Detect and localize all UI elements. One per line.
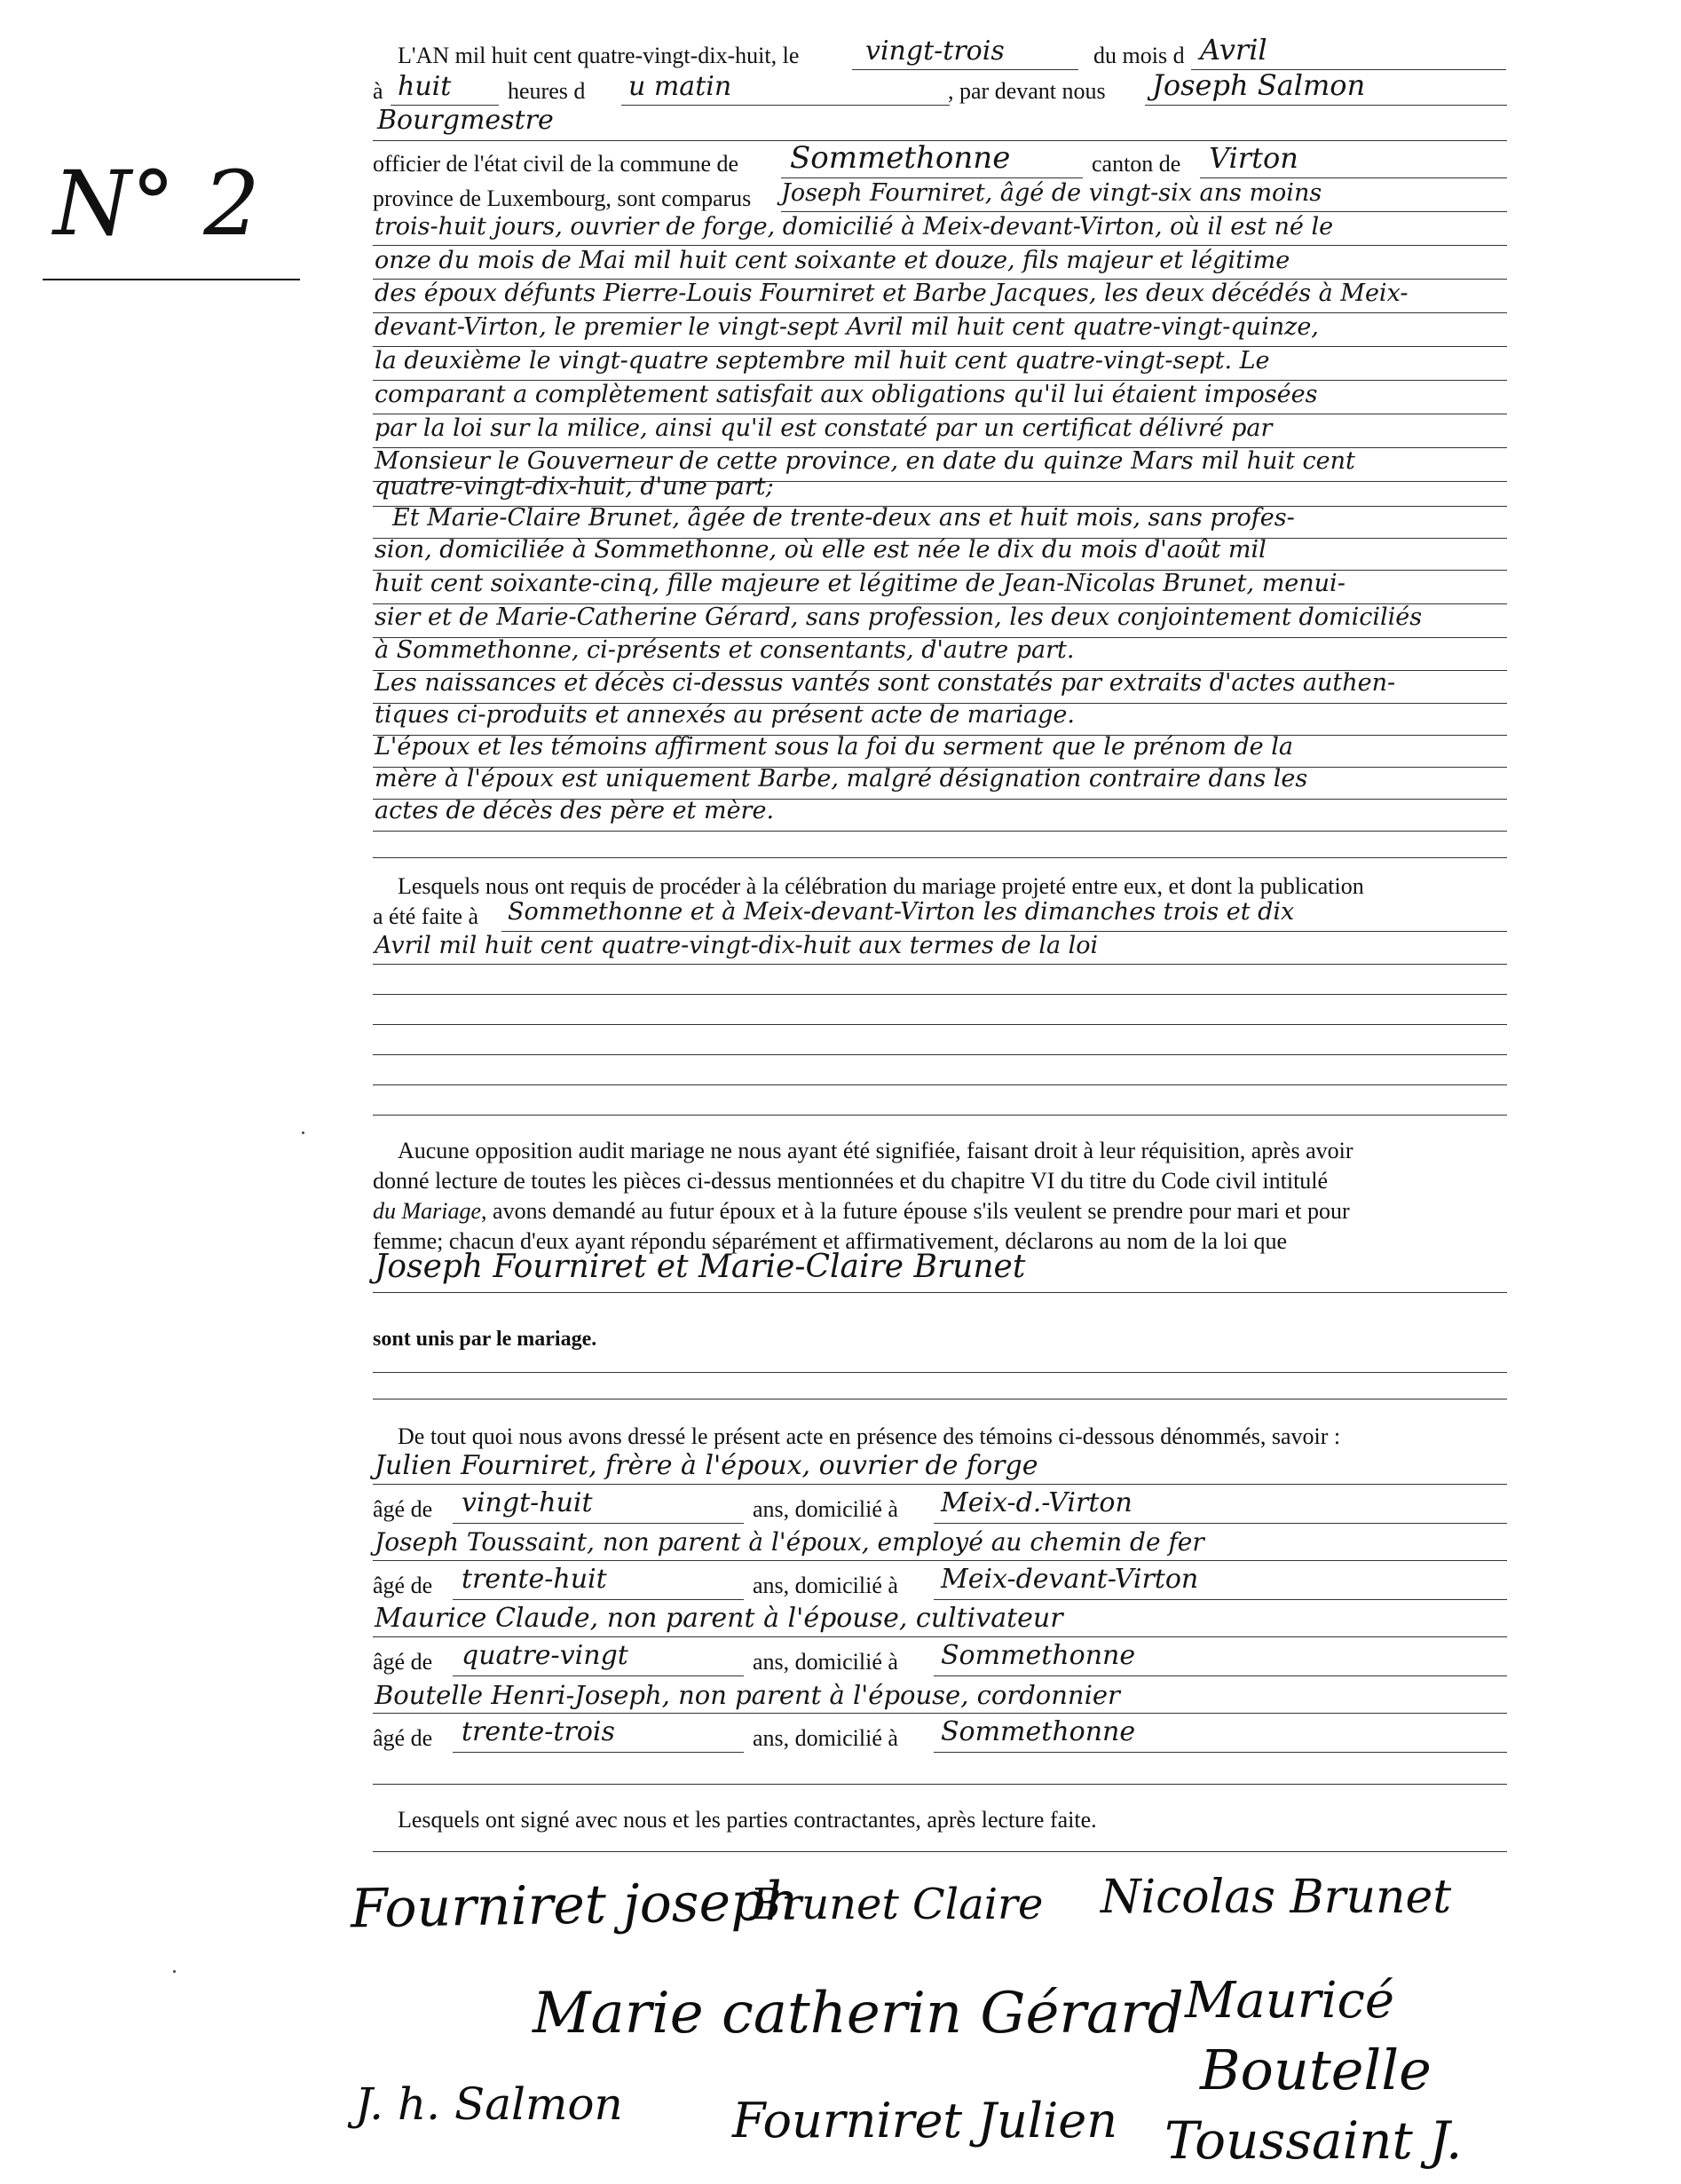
marriage-month: Avril (1200, 33, 1267, 67)
declaration-line3-rest: , avons demandé au futur époux et à la future épouse s'ils veulent se prendre pour mari et pour (481, 1198, 1350, 1224)
rule (852, 69, 1078, 70)
parties-text: Les naissances et décès ci-dessus vantés sont constatés par extraits d'actes authen- (375, 669, 1396, 697)
witness-name: Maurice Claude, non parent à l'épouse, cultivateur (375, 1603, 1063, 1634)
parties-text: Joseph Fourniret, âgé de vingt-six ans moins (781, 179, 1322, 207)
rule (621, 105, 950, 106)
rule (934, 1675, 1507, 1676)
declaration-line2: donné lecture de toutes les pièces ci-dessus mentionnées et du chapitre VI du titre du Code civil intitulé (373, 1168, 1329, 1194)
rule (373, 1560, 1507, 1561)
header-line1-prefix: L'AN mil huit cent quatre-vingt-dix-huit, le (398, 43, 800, 68)
publication-dates-cont: Avril mil huit cent quatre-vingt-dix-huit aux termes de la loi (375, 932, 1099, 959)
canton: Virton (1209, 141, 1298, 175)
witness-domicile-label: ans, domicilié à (753, 1573, 898, 1598)
marriage-day: vingt-trois (865, 35, 1005, 67)
signature-witness-toussaint: Toussaint J. (1164, 2110, 1463, 2171)
rule (934, 1752, 1507, 1753)
rule (934, 1523, 1507, 1524)
rule (373, 1636, 1507, 1637)
rule (453, 1752, 744, 1753)
witness-domicile-label: ans, domicilié à (753, 1496, 898, 1522)
rule (373, 1084, 1507, 1085)
header-line1-mid: du mois d (1093, 43, 1185, 68)
declaration-line3 (373, 1198, 1350, 1225)
parties-text: à Sommethonne, ci-présents et consentants, d'autre part. (375, 636, 1075, 664)
parties-text: mère à l'époux est uniquement Barbe, malgré désignation contraire dans les (375, 765, 1308, 792)
rule (373, 1851, 1507, 1852)
declaration-line4: femme; chacun d'eux ayant répondu séparément et affirmativement, déclarons au nom de la loi que (373, 1228, 1288, 1254)
parties-text: Et Marie-Claire Brunet, âgée de trente-deux ans et huit mois, sans profes- (392, 504, 1295, 532)
rule (453, 1675, 744, 1676)
witness-domicile: Meix-d.-Virton (941, 1487, 1133, 1518)
header-line4-a: officier de l'état civil de la commune de (373, 151, 739, 177)
signature-officer: J. h. Salmon (355, 2078, 623, 2130)
signature-witness-boutelle: Boutelle (1200, 2038, 1432, 2102)
witness-domicile-label: ans, domicilié à (753, 1649, 898, 1675)
marriage-period: u matin (628, 71, 732, 102)
signature-bride: Brunet Claire (750, 1880, 1044, 1929)
parties-text: tiques ci-produits et annexés au présent acte de mariage. (375, 701, 1075, 729)
parties-text: L'époux et les témoins affirment sous la foi du serment que le prénom de la (375, 733, 1293, 761)
witness-age-label: âgé de (373, 1725, 433, 1751)
witness-age-label: âgé de (373, 1496, 433, 1522)
header-line5-a: province de Luxembourg, sont comparus (373, 185, 752, 211)
rule (373, 1054, 1507, 1055)
parties-text: par la loi sur la milice, ainsi qu'il est constaté par un certificat délivré par (375, 414, 1273, 442)
rule (373, 1292, 1507, 1293)
rule (373, 831, 1507, 832)
publication-place-dates: Sommethonne et à Meix-devant-Virton les dimanches trois et dix (508, 898, 1295, 926)
publication-line1: Lesquels nous ont requis de procéder à la célébration du mariage projeté entre eux, et dont la publication (398, 873, 1364, 899)
rule (934, 1599, 1507, 1600)
parties-text: huit cent soixante-cinq, fille majeure et légitime de Jean-Nicolas Brunet, menui- (375, 570, 1346, 597)
entry-number-underline (43, 279, 300, 280)
witnesses-intro: De tout quoi nous avons dressé le présent acte en présence des témoins ci-dessous dénommés, savoir : (398, 1423, 1341, 1449)
rule (373, 994, 1507, 995)
marriage-hour: huit (398, 71, 452, 102)
header-line4-b: canton de (1092, 151, 1181, 177)
parties-text: la deuxième le vingt-quatre septembre mil huit cent quatre-vingt-sept. Le (375, 347, 1270, 375)
witness-age-label: âgé de (373, 1649, 433, 1675)
parties-text: actes de décès des père et mère. (375, 797, 775, 824)
signature-groom: Fourniret joseph (350, 1870, 800, 1941)
witness-age: quatre-vingt (462, 1640, 628, 1671)
rule (1145, 105, 1507, 106)
witness-domicile: Sommethonne (941, 1640, 1136, 1671)
witness-name: Joseph Toussaint, non parent à l'époux, employé au chemin de fer (375, 1527, 1204, 1557)
parties-text: sion, domiciliée à Sommethonne, où elle est née le dix du mois d'août mil (375, 536, 1267, 564)
header-line2-a: à (373, 78, 383, 104)
witness-domicile-label: ans, domicilié à (753, 1725, 898, 1751)
parties-text: quatre-vingt-dix-huit, d'une part; (375, 473, 774, 501)
commune: Sommethonne (790, 140, 1011, 176)
rule (373, 1713, 1507, 1714)
witness-age: vingt-huit (462, 1487, 593, 1518)
speck (173, 1970, 176, 1973)
signature-bride-father: Nicolas Brunet (1101, 1871, 1452, 1924)
signature-witness-julien: Fourniret Julien (732, 2093, 1118, 2149)
rule (373, 1024, 1507, 1025)
rule (373, 1372, 1507, 1373)
parties-text: Monsieur le Gouverneur de cette province, en date du quinze Mars mil huit cent (375, 447, 1355, 475)
header-line2-b: heures d (508, 78, 586, 104)
united-text: sont unis par le mariage. (373, 1328, 597, 1351)
witness-age: trente-trois (462, 1716, 615, 1747)
witness-domicile: Sommethonne (941, 1716, 1136, 1747)
publication-line2-prefix: a été faite à (373, 903, 479, 929)
officer-title: Bourgmestre (377, 105, 554, 136)
rule (373, 964, 1507, 965)
officer-name: Joseph Salmon (1152, 68, 1366, 102)
witness-name: Julien Fourniret, frère à l'époux, ouvrier de forge (375, 1450, 1038, 1481)
declaration-line3-title: du Mariage (373, 1198, 482, 1224)
witness-age: trente-huit (462, 1564, 607, 1595)
parties-text: onze du mois de Mai mil huit cent soixante et douze, fils majeur et légitime (375, 247, 1290, 274)
rule (373, 1484, 1507, 1485)
parties-text: devant-Virton, le premier le vingt-sept Avril mil huit cent quatre-vingt-quinze, (375, 313, 1319, 341)
parties-text: trois-huit jours, ouvrier de forge, domicilié à Meix-devant-Virton, où il est né le (375, 213, 1334, 240)
declaration-line1: Aucune opposition audit mariage ne nous ayant été signifiée, faisant droit à leur réquisition, après avoir (398, 1138, 1353, 1163)
witness-age-label: âgé de (373, 1573, 433, 1598)
parties-text: des époux défunts Pierre-Louis Fourniret et Barbe Jacques, les deux décédés à Meix- (375, 280, 1409, 307)
signature-bride-mother: Marie catherin Gérard (533, 1981, 1184, 2046)
entry-number: N° 2 (53, 152, 260, 256)
witness-domicile: Meix-devant-Virton (941, 1564, 1199, 1595)
rule (453, 1523, 744, 1524)
rule (453, 1599, 744, 1600)
closing-statement: Lesquels ont signé avec nous et les parties contractantes, après lecture faite. (398, 1807, 1097, 1833)
rule (373, 1784, 1507, 1785)
speck (302, 1131, 304, 1134)
spouses-names: Joseph Fourniret et Marie-Claire Brunet (375, 1249, 1026, 1285)
header-line2-c: , par devant nous (948, 78, 1106, 104)
rule (373, 857, 1507, 858)
rule (373, 1115, 1507, 1116)
signature-witness-claude: Mauricé (1185, 1972, 1394, 2030)
parties-text: sier et de Marie-Catherine Gérard, sans profession, les deux conjointement domiciliés (375, 603, 1423, 631)
witness-name: Boutelle Henri-Joseph, non parent à l'épouse, cordonnier (375, 1680, 1120, 1710)
parties-text: comparant a complètement satisfait aux obligations qu'il lui étaient imposées (375, 381, 1318, 408)
